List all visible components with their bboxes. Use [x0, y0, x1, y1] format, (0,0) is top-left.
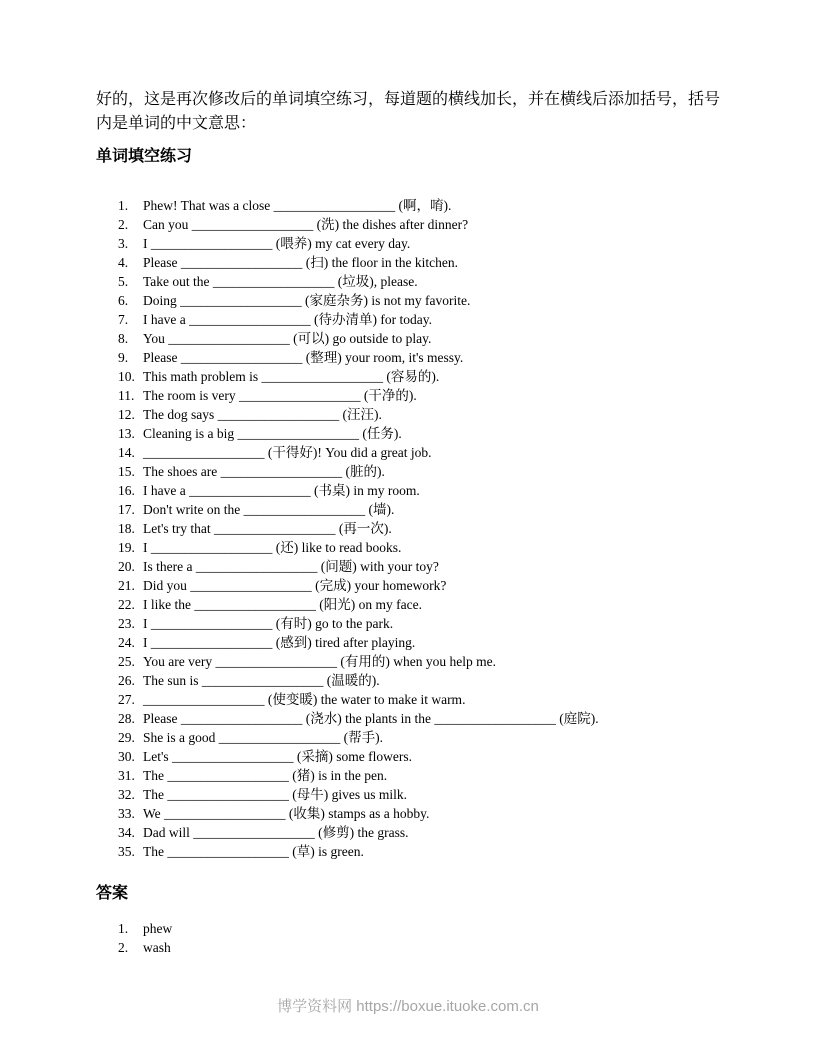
exercise-item — [118, 329, 720, 348]
exercise-item — [118, 804, 720, 823]
exercise-item — [118, 272, 720, 291]
item-text: I have a __________________ (书桌) in my room. — [143, 483, 420, 498]
item-number: 27. — [118, 692, 135, 707]
item-number: 19. — [118, 540, 135, 555]
item-text: You __________________ (可以) go outside to play. — [143, 331, 432, 346]
item-number: 13. — [118, 426, 135, 441]
exercise-item — [118, 842, 720, 861]
exercise-item — [118, 519, 720, 538]
exercise-item — [118, 538, 720, 557]
item-number: 6. — [118, 293, 129, 308]
exercise-item — [118, 234, 720, 253]
exercise-item — [118, 728, 720, 747]
item-number: 31. — [118, 768, 135, 783]
exercise-item — [118, 500, 720, 519]
item-number: 2. — [118, 940, 129, 955]
item-number: 15. — [118, 464, 135, 479]
exercise-item — [118, 348, 720, 367]
item-text: Can you __________________ (洗) the dishes after dinner? — [143, 217, 469, 232]
exercise-item — [118, 310, 720, 329]
item-number: 17. — [118, 502, 135, 517]
exercise-item — [118, 215, 720, 234]
exercise-item — [118, 253, 720, 272]
item-number: 8. — [118, 331, 129, 346]
exercise-item — [118, 747, 720, 766]
item-number: 32. — [118, 787, 135, 802]
exercise-item — [118, 405, 720, 424]
item-number: 12. — [118, 407, 135, 422]
exercise-item — [118, 367, 720, 386]
item-number: 9. — [118, 350, 129, 365]
item-number: 28. — [118, 711, 135, 726]
item-number: 14. — [118, 445, 135, 460]
item-text: She is a good __________________ (帮手). — [143, 730, 383, 745]
item-text: Is there a __________________ (问题) with your toy? — [143, 559, 439, 574]
item-text: Let's try that __________________ (再一次). — [143, 521, 392, 536]
item-number: 20. — [118, 559, 135, 574]
item-number: 11. — [118, 388, 135, 403]
answer-item — [118, 938, 720, 957]
exercise-item — [118, 481, 720, 500]
item-text: The __________________ (猪) is in the pen. — [143, 768, 388, 783]
item-text: Take out the __________________ (垃圾), please. — [143, 274, 418, 289]
item-text: The room is very __________________ (干净的). — [143, 388, 417, 403]
exercise-item — [118, 291, 720, 310]
item-text: Did you __________________ (完成) your homework? — [143, 578, 447, 593]
exercise-item — [118, 386, 720, 405]
intro-line-1: 好的，这是再次修改后的单词填空练习，每道题的横线加长，并在横线后添加括号，括号 — [96, 91, 721, 108]
exercise-item — [118, 443, 720, 462]
exercise-item — [118, 690, 720, 709]
watermark-footer: 博学资料网 https://boxue.ituoke.com.cn — [277, 998, 539, 1015]
item-text: I __________________ (有时) go to the park. — [143, 616, 394, 631]
item-text: Dad will __________________ (修剪) the grass. — [143, 825, 409, 840]
item-text: Don't write on the __________________ (墙). — [143, 502, 395, 517]
item-text: wash — [143, 940, 171, 955]
intro-line-2: 内是单词的中文意思： — [96, 115, 257, 132]
item-number: 18. — [118, 521, 135, 536]
item-number: 22. — [118, 597, 135, 612]
item-text: I like the __________________ (阳光) on my face. — [143, 597, 422, 612]
exercise-item — [118, 785, 720, 804]
item-text: This math problem is __________________ (容易的). — [143, 369, 440, 384]
item-number: 3. — [118, 236, 129, 251]
item-text: I have a __________________ (待办清单) for today. — [143, 312, 432, 327]
item-text: Doing __________________ (家庭杂务) is not my favorite. — [143, 293, 471, 308]
item-number: 23. — [118, 616, 135, 631]
item-text: __________________ (干得好)! You did a great job. — [143, 445, 432, 460]
exercise-item — [118, 196, 720, 215]
item-number: 5. — [118, 274, 129, 289]
item-number: 25. — [118, 654, 135, 669]
exercise-item — [118, 652, 720, 671]
item-text: The __________________ (母牛) gives us milk. — [143, 787, 407, 802]
item-text: I __________________ (感到) tired after playing. — [143, 635, 416, 650]
exercise-item — [118, 614, 720, 633]
item-text: The sun is __________________ (温暖的). — [143, 673, 380, 688]
item-number: 1. — [118, 921, 129, 936]
item-text: You are very __________________ (有用的) when you help me. — [143, 654, 496, 669]
exercise-item — [118, 633, 720, 652]
exercise-item — [118, 671, 720, 690]
item-number: 2. — [118, 217, 129, 232]
item-number: 33. — [118, 806, 135, 821]
exercise-item — [118, 595, 720, 614]
item-number: 7. — [118, 312, 129, 327]
item-number: 29. — [118, 730, 135, 745]
item-text: Please __________________ (整理) your room, it's messy. — [143, 350, 464, 365]
item-text: The dog says __________________ (汪汪). — [143, 407, 382, 422]
exercise-list — [96, 196, 720, 861]
item-number: 24. — [118, 635, 135, 650]
item-number: 34. — [118, 825, 135, 840]
item-text: I __________________ (还) like to read books. — [143, 540, 402, 555]
item-text: Please __________________ (浇水) the plants in the __________________ (庭院). — [143, 711, 599, 726]
item-text: Cleaning is a big __________________ (任务). — [143, 426, 402, 441]
exercise-item — [118, 576, 720, 595]
answers-heading: 答案 — [96, 885, 129, 902]
item-text: Phew! That was a close __________________ (啊，唷). — [143, 198, 452, 213]
item-text: The shoes are __________________ (脏的). — [143, 464, 385, 479]
item-number: 26. — [118, 673, 135, 688]
item-text: We __________________ (收集) stamps as a hobby. — [143, 806, 430, 821]
item-text: The __________________ (草) is green. — [143, 844, 364, 859]
item-number: 35. — [118, 844, 135, 859]
intro-paragraph — [96, 88, 720, 136]
item-number: 21. — [118, 578, 135, 593]
item-text: phew — [143, 921, 173, 936]
item-text: __________________ (使变暖) the water to make it warm. — [143, 692, 466, 707]
page-content — [96, 0, 720, 957]
exercise-item — [118, 424, 720, 443]
item-text: I __________________ (喂养) my cat every day. — [143, 236, 411, 251]
answer-list — [96, 919, 720, 957]
item-number: 16. — [118, 483, 135, 498]
item-text: Please __________________ (扫) the floor in the kitchen. — [143, 255, 458, 270]
item-number: 10. — [118, 369, 135, 384]
answer-item — [118, 919, 720, 938]
exercise-item — [118, 557, 720, 576]
item-number: 1. — [118, 198, 129, 213]
exercise-item — [118, 766, 720, 785]
exercise-item — [118, 462, 720, 481]
item-number: 30. — [118, 749, 135, 764]
exercise-item — [118, 823, 720, 842]
item-number: 4. — [118, 255, 129, 270]
exercise-heading: 单词填空练习 — [96, 148, 193, 165]
item-text: Let's __________________ (采摘) some flowers. — [143, 749, 413, 764]
exercise-item — [118, 709, 720, 728]
